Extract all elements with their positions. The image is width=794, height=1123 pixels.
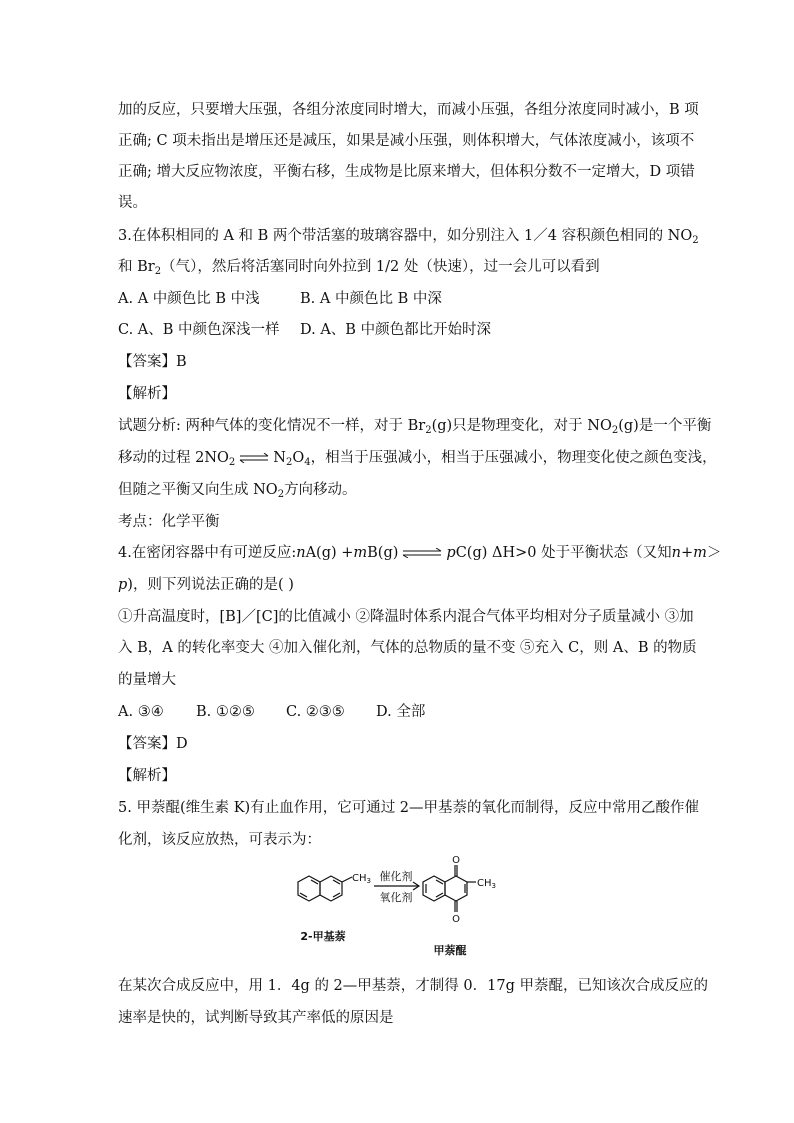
q5-stem-line4: 速率是快的，试判断导致其产率低的原因是 (118, 1010, 394, 1026)
para1-line1: 加的反应，只要增大压强，各组分浓度同时增大，而减小压强，各组分浓度同时减小，B 项 (118, 102, 699, 118)
q4-analysis-label: 【解析】 (118, 768, 176, 784)
product-o-top: O (452, 855, 460, 866)
subscript: 2 (228, 457, 236, 468)
q4-stem-line4: 入 B，A 的转化率变大 ④加入催化剂，气体的总物质的量不变 ⑤充入 C，则 A、B 的物质 (118, 640, 697, 656)
q4-option-b: B. ①②⑤ (196, 704, 255, 720)
q3-option-b: B. A 中颜色比 B 中深 (300, 291, 442, 307)
q4-stem-line1 (118, 543, 722, 563)
q5-stem-line2: 化剂，该反应放热，可表示为： (118, 832, 321, 848)
q5-stem-line1: 5. 甲萘醌(维生素 K)有止血作用，它可通过 2—甲基萘的氧化而制得，反应中常用乙酸作催 (118, 800, 700, 816)
q4-option-c: C. ②③⑤ (286, 704, 345, 720)
subscript: 2 (285, 457, 293, 468)
subscript: 2 (154, 266, 162, 277)
subscript: 2 (425, 425, 432, 436)
analysis-text: (g)只是物理变化，对于 NO (431, 418, 612, 434)
catalyst-label: 催化剂 (379, 870, 413, 883)
q3-analysis-label: 【解析】 (118, 386, 176, 402)
subscript: 4 (304, 457, 311, 468)
q3-kaodian: 考点：化学平衡 (118, 514, 220, 530)
q4-var: n (296, 545, 306, 561)
para1-line2: 正确; C 项未指出是增压还是减压，如果是减小压强，则体积增大，气体浓度减小，该项不 (118, 133, 695, 149)
product-name: 甲萘醌 (433, 944, 467, 957)
q3-analysis-line1 (118, 416, 712, 441)
q4-stem-line3: ①升高温度时，[B]／[C]的比值减小 ②降温时体系内混合气体平均相对分子质量减小 ③加 (118, 609, 694, 625)
equilibrium-arrow-icon (239, 453, 269, 463)
analysis-text: 移动的过程 2NO (118, 450, 229, 466)
equilibrium-arrow-icon (402, 548, 442, 558)
q4-text: B(g) (367, 545, 399, 561)
q4-answer: 【答案】D (118, 736, 188, 752)
para1-line3: 正确; 增大反应物浓度，平衡右移，生成物是比原来增大，但体积分数不一定增大，D 项错 (118, 164, 695, 180)
reactant-methyl-label: $CH_3$ (352, 873, 371, 885)
q3-stem-text: 和 Br (118, 259, 155, 275)
q3-stem-text: （气），然后将活塞同时向外拉到 1/2 处（快速），过一会儿可以看到 (161, 259, 600, 275)
naphthalene-structure (298, 876, 352, 901)
analysis-text: N (273, 450, 286, 466)
q4-var: p (446, 545, 456, 561)
q3-analysis-line3 (118, 480, 678, 505)
subscript: 2 (277, 489, 285, 500)
para1-line4: 误。 (118, 195, 147, 211)
q3-stem-line1 (118, 226, 699, 251)
q3-analysis-line2 (118, 448, 717, 473)
q3-option-d: D. A、B 中颜色都比开始时深 (300, 322, 492, 338)
analysis-text: (g)是一个平衡 (618, 418, 712, 434)
q4-var: n+m (671, 545, 707, 561)
analysis-text: 但随之平衡又向生成 NO (118, 482, 278, 498)
reaction-diagram (290, 850, 520, 962)
q3-stem-line2 (118, 257, 678, 282)
q4-stem-line5: 的量增大 (118, 672, 176, 688)
q4-text: ＞ (706, 545, 722, 561)
q4-option-a: A. ③④ (118, 704, 164, 720)
q3-option-c: C. A、B 中颜色深浅一样 (118, 322, 280, 338)
q4-var: m (353, 545, 368, 561)
q4-text: )，则下列说法正确的是( ) (127, 577, 294, 593)
q4-text: C(g) ΔH>0 处于平衡状态（又知 (455, 545, 672, 561)
oxidant-label: 氧化剂 (379, 891, 413, 904)
analysis-text: ，相当于压强减小，相当于压强减小，物理变化使之颜色变浅， (310, 450, 717, 466)
q5-stem-line3: 在某次合成反应中，用 1．4g 的 2—甲基萘，才制得 0．17g 甲萘醌，已知该次合成反应的 (118, 978, 708, 994)
q3-answer: 【答案】B (118, 354, 187, 370)
product-methyl-label: $CH_3$ (477, 878, 496, 890)
q4-stem-line2 (118, 575, 678, 595)
analysis-text: 试题分析: 两种气体的变化情况不一样，对于 Br (118, 418, 426, 434)
q4-text: 4.在密闭容器中有可逆反应: (118, 545, 297, 561)
menadione-structure (423, 865, 476, 912)
subscript: 2 (611, 425, 619, 436)
subscript: 2 (692, 235, 699, 246)
product-o-bottom: O (452, 914, 460, 925)
q4-var: p (118, 577, 128, 593)
reactant-name: 2-甲基萘 (300, 930, 346, 943)
analysis-text: 方向移动。 (284, 482, 357, 498)
q3-option-a: A. A 中颜色比 B 中浅 (118, 291, 260, 307)
q4-option-d: D. 全部 (376, 704, 426, 720)
q3-stem-text: 3.在体积相同的 A 和 B 两个带活塞的玻璃容器中，如分别注入 1／4 容积颜色相同的 NO (118, 228, 693, 244)
analysis-text: O (292, 450, 305, 466)
q4-text: A(g) + (305, 545, 354, 561)
